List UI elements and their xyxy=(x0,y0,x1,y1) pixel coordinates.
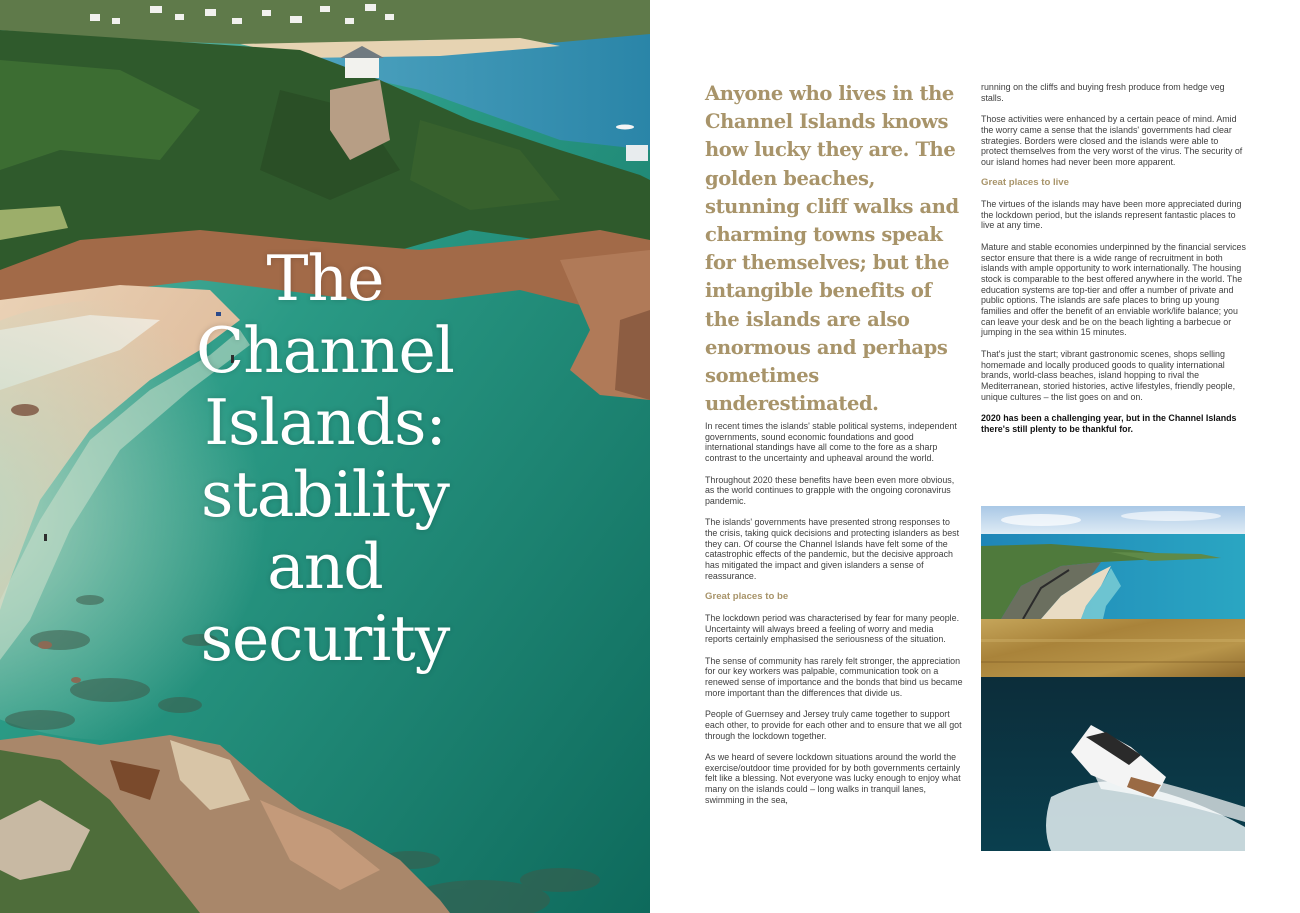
body-paragraph: People of Guernsey and Jersey truly came together to support each other, to provide for each other and to ensure that we all got through the lockdown together. xyxy=(705,709,962,741)
body-paragraph: The virtues of the islands may have been more appreciated during the lockdown period, but the islands represent fantastic places to live at any time. xyxy=(981,199,1242,231)
body-paragraph: Mature and stable economies underpinned by the financial services sector ensure that there is a wide range of recruitment in both islands with ample opportunity to work internationally. The housing stock is comparable to the best offered anywhere in the world. The education systems are top-tier and offer a number of private and public options. The islands are safe places to bring up young families and offer the benefit of an enviable work/life balance; you can leave your desk and be on the beach lighting a barbecue or jumping in the sea within 15 minutes. xyxy=(981,241,1246,338)
article-column-1 xyxy=(705,421,963,816)
section-heading: Great places to be xyxy=(705,591,789,603)
cover-title-line: security xyxy=(200,602,450,675)
body-paragraph: Those activities were enhanced by a certain peace of mind. Amid the worry came a sense that the islands' governments had clear strategies. Borders were closed and the islands were able to protect themselves from the very worst of the virus. The security of our island homes had never been more apparent. xyxy=(981,114,1243,167)
body-paragraph: That's just the start; vibrant gastronomic scenes, shops selling homemade and locally produced goods to quality international brands, world-class beaches, island hopping to rival the Mediterranean, storied histories, active lifestyles, friendly people, unique cultures – the list goes on and on. xyxy=(981,348,1236,402)
yacht-photo xyxy=(981,677,1245,851)
closing-statement: 2020 has been a challenging year, but in the Channel Islands there's still plenty to be thankful for. xyxy=(981,413,1237,434)
body-paragraph: running on the cliffs and buying fresh produce from hedge veg stalls. xyxy=(981,82,1225,103)
body-paragraph: In recent times the islands' stable political systems, independent governments, sound economic foundations and good international standings have all come to the fore as a sharp contrast to the uncertainty and upheaval around the world. xyxy=(705,421,957,464)
cover-title xyxy=(150,243,500,675)
cover-title-line: The xyxy=(266,242,384,315)
cover-title-line: Islands: xyxy=(204,386,446,459)
body-paragraph: As we heard of severe lockdown situations around the world the exercise/outdoor time provided for by both governments certainly felt like a blessing. Not everyone was lucky enough to enjoy what many on the islands could – long walks in tranquil lanes, swimming in the sea, xyxy=(705,752,961,805)
image-stack xyxy=(981,506,1245,851)
body-paragraph: The islands' governments have presented strong responses to the crisis, taking quick decisions and protecting islanders as best they can. Of course the Channel Islands have felt some of the catastrophic effects of the pandemic, but the decisive approach has mitigated the impact and given islanders a sense of reassurance. xyxy=(705,517,960,581)
article-page xyxy=(650,0,1300,913)
lead-paragraph: Anyone who lives in the Channel Islands knows how lucky they are. The golden beaches, stunning cliff walks and charming towns speak for themselves; but the intangible benefits of the islands are also enormous and perhaps sometimes underestimated. xyxy=(705,82,959,416)
body-paragraph: The sense of community has rarely felt stronger, the appreciation for our key workers was palpable, communication took on a renewed sense of importance and the bonds that bind us became more important than the differences that divide us. xyxy=(705,655,963,698)
section-heading: Great places to live xyxy=(981,177,1069,189)
body-paragraph: Throughout 2020 these benefits have been even more obvious, as the world continues to grapple with the ongoing coronavirus pandemic. xyxy=(705,474,955,506)
gold-texture-panel xyxy=(981,619,1245,677)
cover-title-line: Channel xyxy=(196,314,454,387)
cover-title-line: stability xyxy=(201,458,449,531)
article-column-2 xyxy=(981,82,1247,445)
aerial-coast-photo xyxy=(981,506,1245,619)
cover-title-line: and xyxy=(267,530,383,603)
body-paragraph: The lockdown period was characterised by fear for many people. Uncertainty will always breed a feeling of worry and media reports certainly emphasised the seriousness of the situation. xyxy=(705,612,960,645)
